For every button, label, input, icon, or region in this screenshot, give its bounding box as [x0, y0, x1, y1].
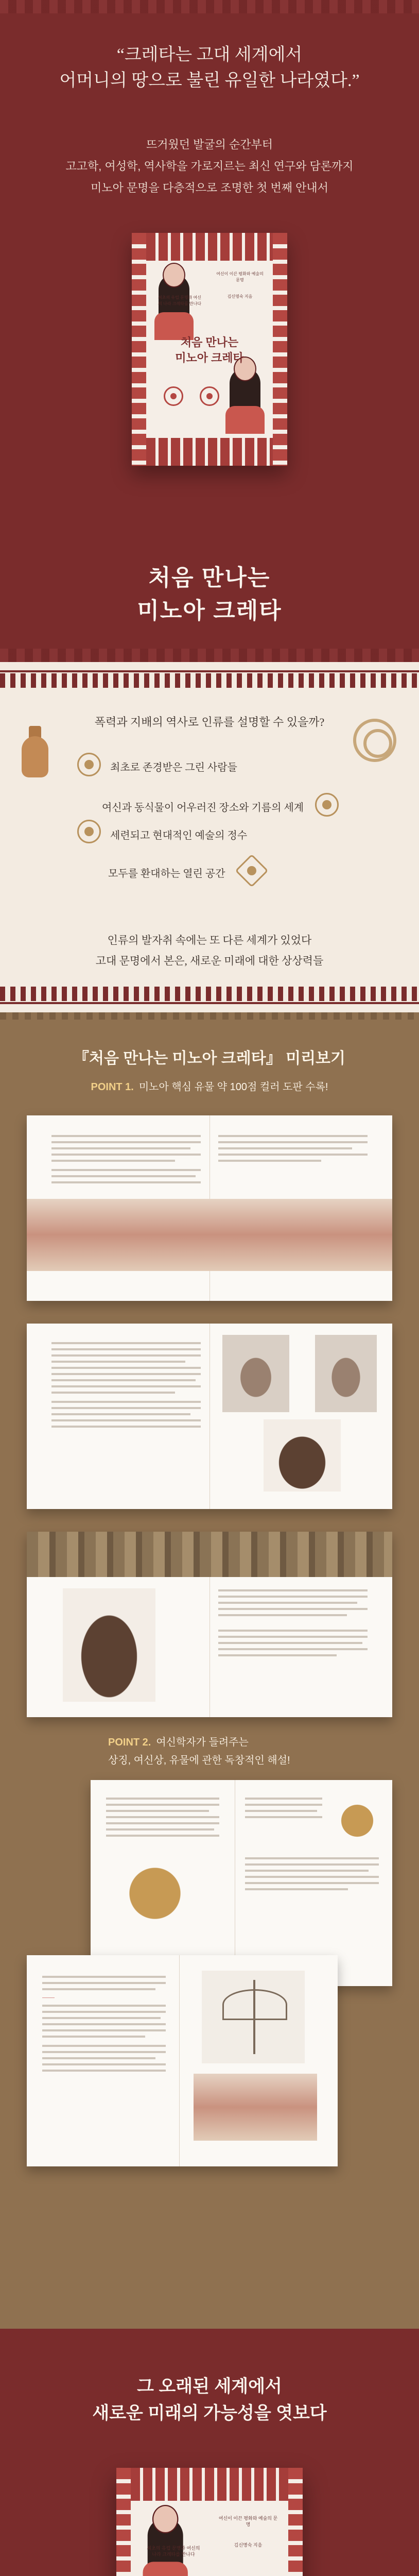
amphora-plate-image [63, 1588, 155, 1702]
point-1 [0, 1078, 419, 1093]
rosette-icon [235, 854, 268, 887]
hero-quote-line-2: 어머니의 땅으로 불린 유일한 나라였다.” [59, 71, 360, 90]
closing-section [0, 2329, 419, 2576]
book-page-spread [27, 1955, 338, 2166]
border-line-bottom [0, 1002, 419, 1004]
jar-plate-image [264, 1419, 341, 1492]
preview-top-band [0, 1012, 419, 1020]
hero-subtitle [0, 134, 419, 199]
vessel-plate-image [315, 1335, 377, 1412]
border-line-top [0, 670, 419, 672]
cover-title-line-1: 처음 만나는 [180, 336, 239, 349]
hero-subtitle-line-1: 뜨거웠던 발굴의 순간부터 [146, 138, 273, 151]
cover-tagline-right: 여신이 이끈 평화와 예술의 문명 [216, 272, 264, 282]
themes-closing-line-2: 고대 문명에서 본은, 새로운 미래에 대한 상상력들 [95, 955, 324, 967]
cover-frieze-bottom [146, 438, 273, 466]
book-page-spread [27, 1115, 392, 1301]
hero-book-title [0, 562, 419, 628]
meander-border-top [0, 673, 419, 688]
lily-icon [77, 753, 101, 776]
frieze-plate-image [27, 1532, 392, 1577]
book-cover-image [132, 233, 287, 466]
themes-question: 폭력과 지배의 역사로 인류를 설명할 수 있을까? [94, 716, 325, 728]
rosette-ornament-icon [200, 386, 219, 406]
cover-author: 김신명숙 지음 [227, 294, 253, 299]
highlighted-annotation: ——— [42, 1995, 55, 2000]
point-2-tag: POINT 2. [108, 1737, 151, 1748]
preview-heading: 『처음 만나는 미노아 크레타』 미리보기 [73, 1050, 346, 1067]
theme-item: 최초로 존경받은 그린 사람들 [110, 762, 237, 773]
theme-item: 세련되고 현대적인 예술의 정수 [110, 830, 248, 841]
themes-closing [0, 930, 419, 971]
hero-title-line-2: 미노아 크레타 [137, 598, 282, 623]
book-page-spread [27, 1532, 392, 1717]
hero-subtitle-line-3: 미노아 문명을 다층적으로 조명한 첫 번째 안내서 [91, 181, 328, 194]
hero-quote [0, 42, 419, 94]
point-2 [108, 1734, 290, 1767]
vessel-plate-image [222, 1335, 289, 1412]
closing-title-line-2: 새로운 미래의 가능성을 엿보다 [92, 2403, 327, 2423]
cover-border-left [116, 2468, 131, 2576]
cover-tagline-right: 여신이 이끈 평화와 예술의 문명 [218, 2516, 278, 2527]
bottom-pattern-band [0, 649, 419, 662]
hero-section [0, 0, 419, 662]
cover-author: 김신명숙 지음 [234, 2543, 263, 2548]
theme-item: 모두를 환대하는 열린 공간 [108, 868, 225, 879]
point-2-text-line-2: 상징, 여신상, 유물에 관한 독창적인 해설! [108, 1755, 290, 1766]
point-1-text: 미노아 핵심 유물 약 100점 컬러 도판 수록! [138, 1081, 328, 1093]
cover-title-line-2: 미노아 크레타 [175, 351, 244, 364]
fresco-plate-image [27, 1199, 392, 1271]
cover-frieze-top [146, 233, 273, 261]
fresco-lady-figure [220, 357, 270, 434]
top-pattern-band [0, 0, 419, 13]
gold-ring-plate-image [111, 1852, 199, 1935]
fresco-sketch-plate-image [194, 2074, 317, 2141]
cover-border-right [288, 2468, 303, 2576]
cover-tagline-left: 최초의 유럽 문명과 여신의 나라 크레타를 만나다 [147, 2546, 200, 2557]
book-cover-art [132, 233, 287, 466]
hero-quote-line-1: “크레타는 고대 세계에서 [116, 45, 303, 64]
point-2-text-line-1: 여신학자가 들려주는 [156, 1737, 249, 1748]
shell-icon [315, 793, 339, 817]
leaf-icon [77, 820, 101, 843]
meander-border-bottom [0, 987, 419, 1001]
double-axe-plate-image [202, 1971, 305, 2063]
book-cover-image-large [116, 2468, 303, 2576]
cover-tagline-left: 최초의 유럽 문명과 여신의 나라 크레타를 만나다 [158, 295, 201, 306]
rosette-ornament-icon [164, 386, 183, 406]
book-cover-art [116, 2468, 303, 2576]
book-page-spread [27, 1324, 392, 1509]
cover-frieze-top [131, 2468, 288, 2501]
closing-title-line-1: 그 오래된 세계에서 [137, 2377, 282, 2396]
hero-subtitle-line-2: 고고학, 여성학, 역사학을 가로지르는 최신 연구와 담론까지 [65, 160, 354, 173]
themes-section [0, 662, 419, 1012]
seal-plate-image [333, 1792, 382, 1849]
fresco-lady-figure [137, 2505, 194, 2576]
theme-item: 여신과 동식물이 어우러진 장소와 기름의 세계 [102, 802, 304, 814]
themes-closing-line-1: 인류의 발자취 속에는 또 다른 세계가 있었다 [107, 934, 312, 946]
preview-section [0, 1012, 419, 2329]
point-1-tag: POINT 1. [91, 1081, 134, 1093]
closing-title [0, 2373, 419, 2427]
vase-illustration [19, 724, 51, 781]
hero-title-line-1: 처음 만나는 [148, 565, 271, 590]
